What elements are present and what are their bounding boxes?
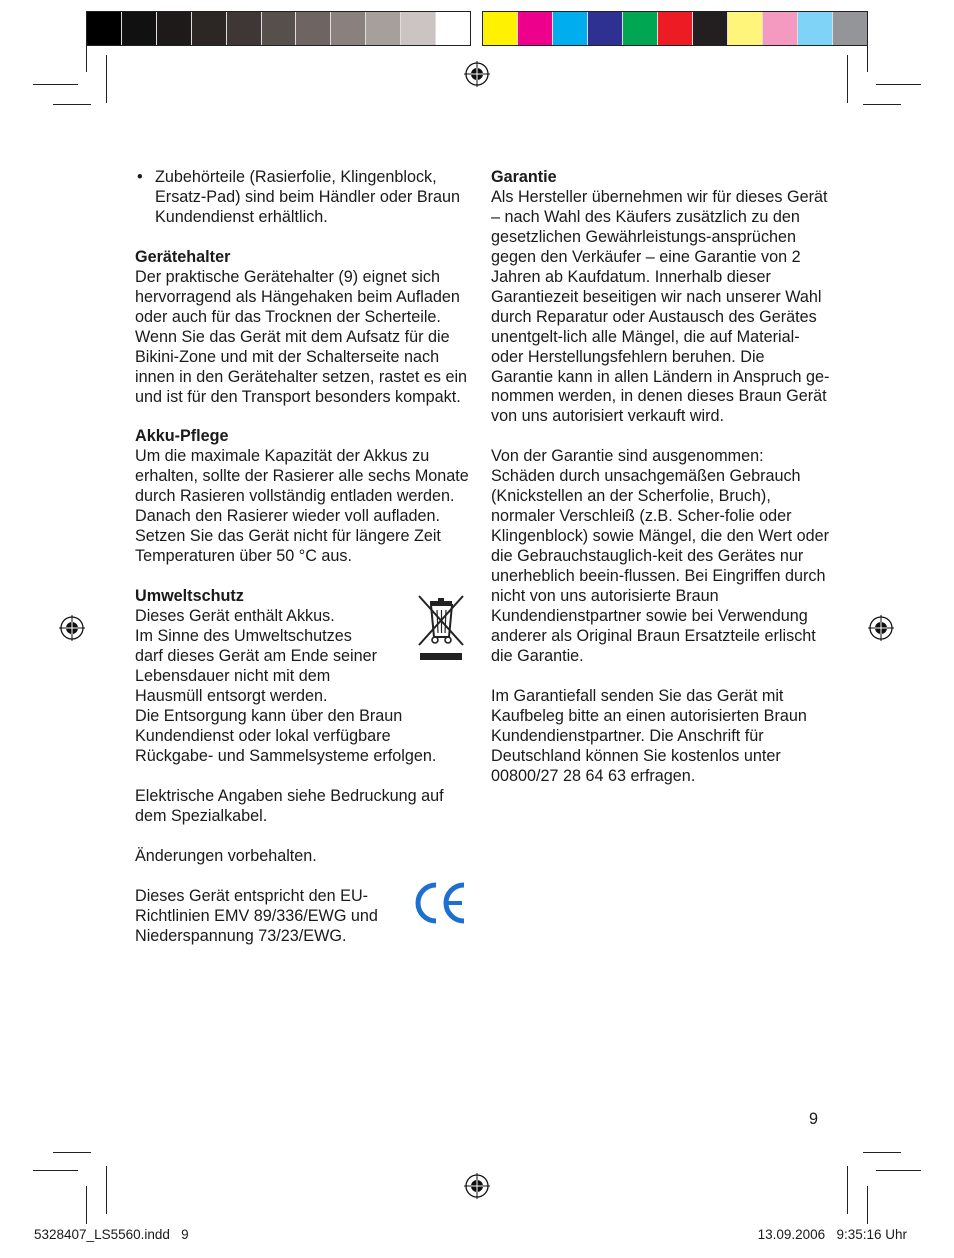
- akku-body: Um die maximale Kapazität der Akkus zu erhalten, sollte der Rasierer alle sechs Monate durch Rasieren vollständig entladen werden. Danach den Rasierer wieder voll aufladen. Setzen Sie das Gerät nicht für längere Zeit Temperaturen über 50 °C aus.: [135, 447, 469, 566]
- ce-mark-icon: [412, 875, 468, 931]
- color-swatch: [436, 12, 470, 45]
- geraetehalter-heading: Gerätehalter: [135, 247, 231, 266]
- color-swatch: [401, 12, 436, 45]
- crop-mark: [867, 1186, 868, 1224]
- eu-line: Dieses Gerät entspricht den EU-: [135, 886, 369, 905]
- crop-mark: [876, 1170, 921, 1171]
- garantie-body: Als Hersteller übernehmen wir für dieses Gerät – nach Wahl des Käufers zusätzlich zu den gesetzlichen Gewährleistungs-ansprüchen gegen den Verkäufer – eine Garantie von 2 Jahren ab Kaufdatum. Innerhalb dieser Garantiezeit beseitigen wir nach unserer Wahl durch Reparatur oder Austausch des Gerätes unentgelt-lich alle Mängel, die auf Material- oder Herstellungsfehlern beruhen. Die Garantie kann in allen Ländern in Anspruch ge-nommen werden, in denen dieses Braun Gerät von uns autorisiert verkauft wird.: [491, 187, 830, 426]
- color-swatch: [553, 12, 588, 45]
- elektrische-angaben: Elektrische Angaben siehe Bedruckung auf dem Spezialkabel.: [135, 786, 444, 825]
- crop-mark: [33, 84, 78, 85]
- umwelt-line: Lebensdauer nicht mit dem: [135, 666, 331, 685]
- footer-file-info: 5328407_LS5560.indd 9: [34, 1227, 189, 1242]
- registration-mark-icon: [868, 615, 894, 641]
- garantie-ausnahmen: Von der Garantie sind ausgenommen: Schäden durch unsachgemäßen Gebrauch (Knickstellen an der Scherfolie, Bruch), normaler Verschleiß (z.B. Scher-folie oder Klingenblock) sowie Mängel, die den Wert oder die Gebrauchstauglich-keit des Gerätes nur unerheblich beein-flussen. Bei Eingriffen durch nicht von uns autorisierte Braun Kundendienstpartner sowie bei Verwendung anderer als Original Braun Ersatzteile erlischt die Garantie.: [491, 447, 830, 665]
- color-swatch: [262, 12, 297, 45]
- garantiefall-text: Im Garantiefall senden Sie das Gerät mit Kaufbeleg bitte an einen autorisierten Braun Kundendienstpartner. Die Anschrift für Deutschland können Sie kostenlos unter 00800/27 28 64 63 erfragen.: [491, 686, 807, 785]
- crop-mark: [53, 104, 91, 105]
- color-swatch: [157, 12, 192, 45]
- umwelt-rest: Die Entsorgung kann über den Braun Kundendienst oder lokal verfügbare Rückgabe- und Sammelsysteme erfolgen.: [135, 706, 437, 765]
- accessory-bullet: [135, 168, 470, 228]
- crop-mark: [847, 55, 848, 103]
- geraetehalter-body: Der praktische Gerätehalter (9) eignet sich hervorragend als Hängehaken beim Aufladen oder auch für das Trocknen der Scherteile. Wenn Sie das Gerät mit dem Aufsatz für die Bikini-Zone und mit der Schalterseite nach innen in den Gerätehalter setzen, rastet es ein und ist für den Transport besonders kompakt.: [135, 267, 468, 406]
- umwelt-section: [135, 587, 470, 767]
- crop-mark: [106, 55, 107, 103]
- garantie-heading: Garantie: [491, 168, 557, 186]
- umwelt-line: darf dieses Gerät am Ende seiner: [135, 647, 378, 666]
- color-swatch: [833, 12, 867, 45]
- color-swatch: [87, 12, 122, 45]
- color-swatch: [227, 12, 262, 45]
- eu-line: Niederspannung 73/23/EWG.: [135, 926, 347, 945]
- color-swatch: [296, 12, 331, 45]
- akku-heading: Akku-Pflege: [135, 427, 229, 446]
- aenderungen-text: Änderungen vorbehalten.: [135, 846, 317, 865]
- page-number: 9: [809, 1110, 819, 1128]
- umwelt-line: Dieses Gerät enthält Akkus.: [135, 607, 335, 626]
- crop-mark: [847, 1166, 848, 1214]
- ce-section: [135, 887, 470, 947]
- umwelt-line: Im Sinne des Umweltschutzes: [135, 627, 352, 646]
- crop-mark: [86, 1186, 87, 1224]
- footer-timestamp: 13.09.2006 9:35:16 Uhr: [757, 1227, 907, 1242]
- crop-mark: [53, 1152, 91, 1153]
- accessory-bullet-text: Zubehörteile (Rasierfolie, Klingenblock, Ersatz-Pad) sind beim Händler oder Braun Kundendienst erhältlich.: [155, 168, 461, 226]
- left-column: [135, 168, 470, 946]
- color-swatch: [518, 12, 553, 45]
- color-swatch: [588, 12, 623, 45]
- color-swatch: [728, 12, 763, 45]
- color-swatch: [763, 12, 798, 45]
- crop-mark: [867, 34, 868, 72]
- crop-mark: [863, 1152, 901, 1153]
- crop-mark: [33, 1170, 78, 1171]
- umwelt-heading: Umweltschutz: [135, 587, 244, 606]
- color-calibration-bar: [482, 11, 868, 46]
- color-swatch: [798, 12, 833, 45]
- umwelt-line: Hausmüll entsorgt werden.: [135, 686, 328, 705]
- crop-mark: [86, 34, 87, 72]
- color-swatch: [192, 12, 227, 45]
- color-swatch: [366, 12, 401, 45]
- color-swatch: [658, 12, 693, 45]
- bullet-dot: •: [137, 168, 143, 186]
- crossed-out-wheelie-bin-icon: [416, 593, 466, 665]
- registration-mark-icon: [464, 1173, 490, 1199]
- color-swatch: [693, 12, 728, 45]
- color-swatch: [483, 12, 518, 45]
- crop-mark: [876, 84, 921, 85]
- grayscale-calibration-bar: [86, 11, 471, 46]
- color-swatch: [623, 12, 658, 45]
- right-column: [491, 168, 831, 787]
- registration-mark-icon: [59, 615, 85, 641]
- crop-mark: [863, 104, 901, 105]
- eu-line: Richtlinien EMV 89/336/EWG und: [135, 906, 378, 925]
- color-swatch: [331, 12, 366, 45]
- color-swatch: [122, 12, 157, 45]
- crop-mark: [106, 1166, 107, 1214]
- registration-mark-icon: [464, 61, 490, 87]
